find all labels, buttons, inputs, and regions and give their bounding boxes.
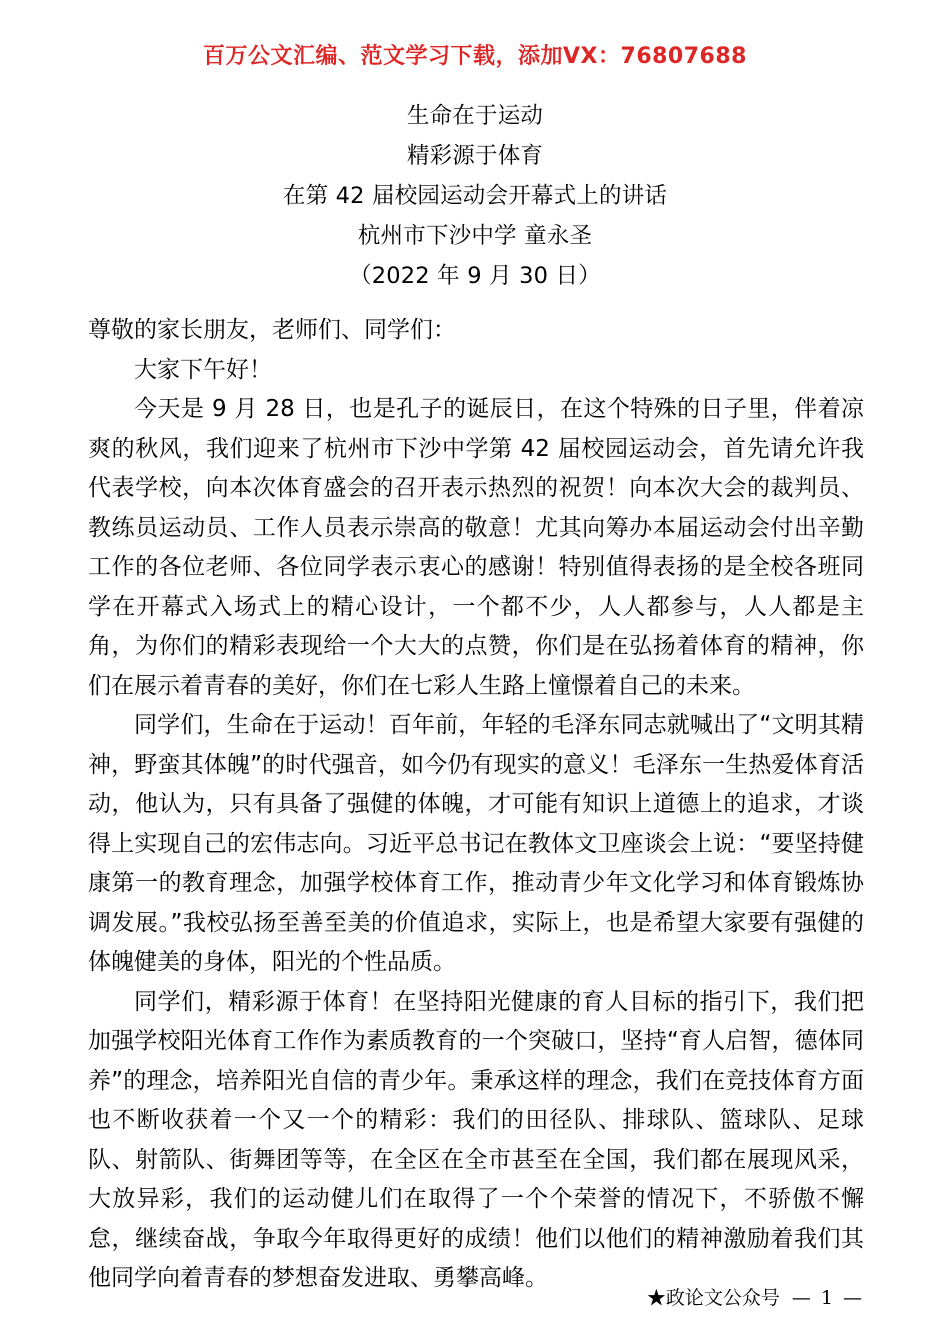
promo-banner — [0, 42, 950, 72]
title-line-subject: 在第 42 届校园运动会开幕式上的讲话 — [282, 183, 668, 209]
page-number: — 1 — — [791, 1287, 864, 1309]
document-body — [88, 311, 864, 1299]
title-line-main-2: 精彩源于体育 — [406, 143, 544, 169]
footer-brand-label: ★政论文公众号 — [646, 1287, 780, 1309]
paragraph-life-sport: 同学们，生命在于运动！百年前，年轻的毛泽东同志就喊出了“文明其精神，野蛮其体魄”的时代强音，如今仍有现实的意义！毛泽东一生热爱体育活动，他认为，只有具备了强健的体魄，才可能有知识上道德上的追求，才谈得上实现自己的宏伟志向。习近平总书记在教体文卫座谈会上说：“要坚持健康第一的教育理念，加强学校体育工作，推动青少年文化学习和体育锻炼协调发展。”我校弘扬至善至美的价值追求，实际上，也是希望大家要有强健的体魄健美的身体，阳光的个性品质。 — [88, 712, 864, 975]
title-line-main-1: 生命在于运动 — [406, 103, 544, 129]
title-line-author: 杭州市下沙中学 童永圣 — [357, 223, 593, 249]
promo-banner-text: 百万公文汇编、范文学习下载，添加VX：76807688 — [203, 44, 747, 69]
paragraph-greeting: 大家下午好！ — [134, 356, 272, 383]
paragraph-welcome: 今天是 9 月 28 日，也是孔子的诞辰日，在这个特殊的日子里，伴着凉爽的秋风，我们迎来了杭州市下沙中学第 42 届校园运动会，首先请允许我代表学校，向本次体育盛会的召开表示热烈的祝贺！向本次大会的裁判员、教练员运动员、工作人员表示崇高的敬意！尤其向筹办本届运动会付出辛勤工作的各位老师、各位同学表示衷心的感谢！特别值得表扬的是全校各班同学在开幕式入场式上的精心设计，一个都不少，人人都参与，人人都是主角，为你们的精彩表现给一个大大的点赞，你们是在弘扬着体育的精神，你们在展示着青春的美好，你们在七彩人生路上憧憬着自己的未来。 — [88, 396, 864, 699]
paragraph-salutation: 尊敬的家长朋友，老师们、同学们： — [88, 317, 456, 343]
footer-content — [647, 1285, 864, 1311]
title-block — [0, 96, 950, 296]
paragraph-achievements: 同学们，精彩源于体育！在坚持阳光健康的育人目标的指引下，我们把加强学校阳光体育工作作为素质教育的一个突破口，坚持“育人启智，德体同养”的理念，培养阳光自信的青少年。秉承这样的理念，我们在竞技体育方面也不断收获着一个又一个的精彩：我们的田径队、排球队、篮球队、足球队、射箭队、街舞团等等，在全区在全市甚至在全国，我们都在展现风采，大放异彩，我们的运动健儿们在取得了一个个荣誉的情况下，不骄傲不懈怠，继续奋战，争取今年取得更好的成绩！他们以他们的精神激励着我们其他同学向着青春的梦想奋发进取、勇攀高峰。 — [88, 988, 864, 1291]
title-line-date: （2022 年 9 月 30 日） — [349, 263, 601, 289]
